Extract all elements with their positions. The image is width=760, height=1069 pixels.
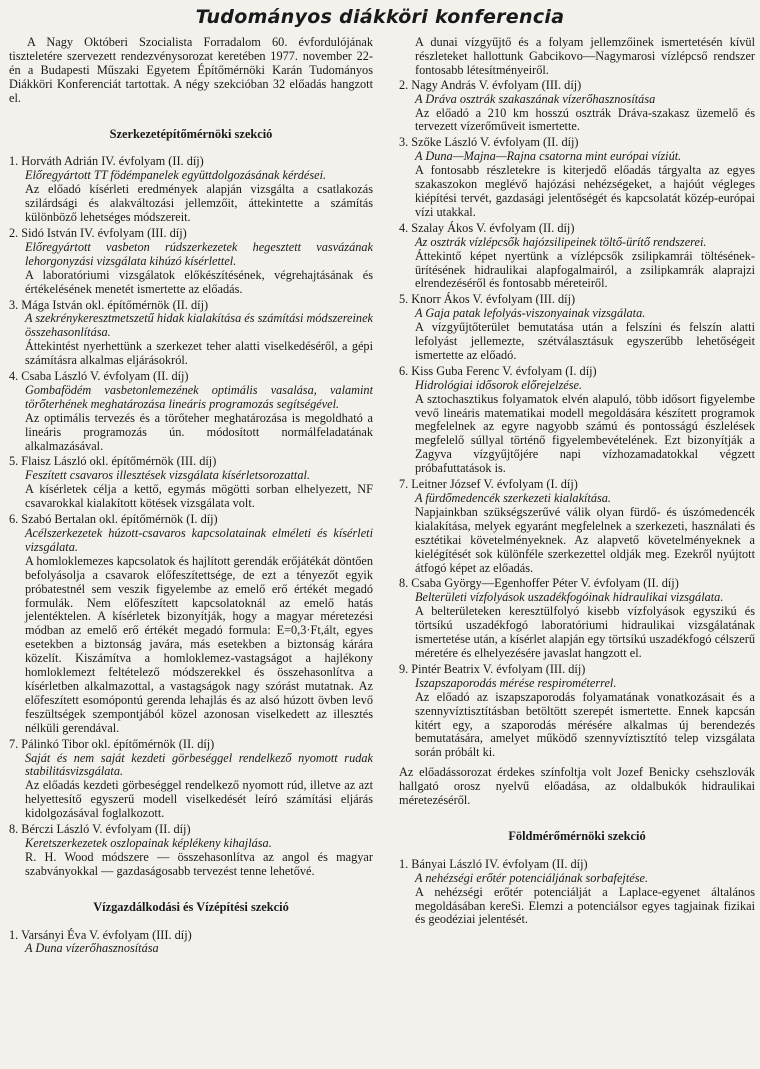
entry <box>9 929 373 957</box>
entry <box>9 155 373 225</box>
entry-body: Áttekintő képet nyertünk a vízlépcsők zsilipkamrái töltésének-ürítésének hidraulikai alapfogalmairól, a zsilipkamrák alaprajzi elrendezéséről és fontosabb méreteiről. <box>415 248 755 291</box>
entry-head: 3. Szőke László V. évfolyam (II. díj) <box>399 135 579 150</box>
entry-body: Napjainkban szükségszerűvé válik olyan fürdő- és úszómedencék kialakítása, melyek egyaránt megfelelnek a szerkezeti, használati és esztétikai követelményeknek. Az alapvető követelményeknek a kielégítését sok különféle szerkezettel oldják meg. Ezekről nyújtott átfogó képet az előadás. <box>415 504 755 575</box>
entry <box>9 455 373 511</box>
entry <box>399 293 755 363</box>
right-column <box>399 36 755 929</box>
entry-body: A sztochasztikus folyamatok elvén alapuló, több idősort figyelembe vevő lineáris matematikai modell megoldására készített programok megfelelnek az egyre nagyobb számú és pontosságú észlelések megfelelő súllyal történő figyelembevételének. Ezt bizonyítják a Zagyva vízgyűjtőjére napi vízhozamadatokkal végzett próbafuttatások is. <box>415 391 755 476</box>
entry-head: 1. Horváth Adrián IV. évfolyam (II. díj) <box>9 154 204 169</box>
entry-subtitle: Belterületi vízfolyások uszadékfogóinak hidraulikai vizsgálata. <box>415 590 724 605</box>
section-title: Szerkezetépítőmérnöki szekció <box>109 126 273 141</box>
entry <box>399 577 755 660</box>
entry-subtitle: A Dráva osztrák szakaszának vízerőhasznosítása <box>415 91 656 106</box>
entry <box>399 222 755 292</box>
entry-head: 7. Leitner József V. évfolyam (I. díj) <box>399 477 578 492</box>
entry-head: 1. Varsányi Éva V. évfolyam (III. díj) <box>9 927 192 942</box>
entry-body: A nehézségi erőtér potenciálját a Laplace-egyenet általános megoldásában kereSi. Elemzi a potenciálsor egyes tagjainak fizikai és geodéziai jelentését. <box>415 884 755 927</box>
section-title: Vízgazdálkodási és Vízépítési szekció <box>93 899 289 914</box>
entry-body: A homloklemezes kapcsolatok és hajlított gerendák erőjátékát döntően befolyásolja a csavarok előfeszítettsége, de ezt a tényezőt egyik próbatestnél sem veszik figyelembe az emelő erő értékét megadó formulák. Nem előfeszített kapcsolatoknál az emelő hatás jelentéktelen. A kísérletek bizonyítják, hogy a magyar méretezési módban az emelő erő értékét megadó formula: E=0,3·Ft,ált, egyes esetekben a biztonság javára, más esetekben a biztonság kárára közelít. Kiszámítva a homloklemez-vastagságot a hajlékony homloklemezt feltételező módszerekkel és összehasonlítva a kísérletben alkalmazottal, a vastagságok nagy szórást mutatnak. Az előfeszített esomópontú gerenda lehajlás és az alsó húzott övben levő feszültségek szempontjából közel azonosan viselkedett az illesztés nélküli gerendával. <box>25 553 373 735</box>
entry-body: A belterületeken keresztülfolyó kisebb vízfolyások egyszikú és törtsíkú uszadékfogó laboratóriumi hidraulikai vizsgálatának ismertetése után, a kísérlet alapján egy törtsíkú uszadékfogó célszerű méretére és elhelyezésére javaslat hangzott el. <box>415 604 755 660</box>
entry-body: A laboratóriumi vizsgálatok előkészítésének, végrehajtásának és értékelésének menetét ismertette az előadás. <box>25 267 373 296</box>
entry-body: Az előadó a 210 km hosszú osztrák Dráva-szakasz üzemelő és tervezett vízerőműveit ismertette. <box>415 105 755 134</box>
entry-subtitle: A fürdőmedencék szerkezeti kialakítása. <box>415 491 612 505</box>
entry-body: Áttekintést nyerhettünk a szerkezet teher alatti viselkedéséről, a gépi számításra alkalmas eljárásokról. <box>25 339 373 368</box>
entry-subtitle: Saját és nem saját kezdeti görbeséggel rendelkező nyomott rudak stabilitásvizsgálata. <box>25 750 373 779</box>
entry-subtitle: A nehézségi erőtér potenciáljának sorbafejtése. <box>415 870 649 885</box>
entry <box>9 370 373 453</box>
entry-head: 4. Csaba László V. évfolyam (II. díj) <box>9 369 189 384</box>
entry-head: 9. Pintér Beatrix V. évfolyam (III. díj) <box>399 661 586 676</box>
entry-body: Az optimális tervezés és a törőteher meghatározása is megoldható a lineáris programozás ún. módosított normálfeladatának alkalmazásával. <box>25 410 373 453</box>
entry-body: Az előadó kísérleti eredmények alapján vizsgálta a csatlakozás szilárdsági és alakváltozási jellemzőit, áttekintette a számítás különböző lehetséges módszereit. <box>25 182 373 225</box>
entry <box>399 79 755 135</box>
entry-head: 6. Kiss Guba Ferenc V. évfolyam (I. díj) <box>399 363 597 378</box>
entry-subtitle: A Duna vízerőhasznosítása <box>25 941 159 956</box>
entry-head: 8. Csaba György—Egenhoffer Péter V. évfolyam (II. díj) <box>399 576 679 591</box>
entry <box>9 738 373 821</box>
entry-head: 1. Bányai László IV. évfolyam (II. díj) <box>399 856 588 871</box>
entry-subtitle: Gombafödém vasbetonlemezének optimális vasalása, valamint törőterhének meghatározása lineáris programozás segítségével. <box>25 382 373 411</box>
entry-head: 2. Sidó István IV. évfolyam (III. díj) <box>9 225 187 240</box>
entry-subtitle: Feszített csavaros illesztések vizsgálata kísérletsorozattal. <box>25 468 310 483</box>
section-title: Földmérőmérnöki szekció <box>508 828 646 843</box>
entry <box>9 227 373 297</box>
entry <box>399 663 755 760</box>
entry-subtitle: A Gaja patak lefolyás-viszonyainak vizsgálata. <box>415 306 646 321</box>
entry-body: A kísérletek célja a kettő, egymás mögötti sorban elhelyezett, NF csavarokkal kialakított kötések vizsgálata volt. <box>25 482 373 511</box>
entry-body: A fontosabb részletekre is kiterjedő előadás tárgyalta az egyes szakaszokon meglévő hajózási nehézségeket, a hajóút végleges kiépítési tervét, gazdasági jelentőségét és kapcsolatát közép-európai vízi utakkal. <box>415 163 755 219</box>
entry-head: 8. Bérczi László V. évfolyam (II. díj) <box>9 822 191 837</box>
entry-subtitle: Acélszerkezetek húzott-csavaros kapcsolatainak elméleti és kísérleti vizsgálata. <box>25 526 373 554</box>
page-title: Tudományos diákköri konferencia <box>195 6 565 28</box>
entry-head: 4. Szalay Ákos V. évfolyam (II. díj) <box>399 220 575 235</box>
entry-subtitle: Iszapszaporodás mérése respirométerrel. <box>415 675 617 690</box>
entry-head: 5. Flaisz László okl. építőmérnök (III. díj) <box>9 454 217 469</box>
entry-body: Az előadó az iszapszaporodás folyamatának vonatkozásait és a szennyvíztisztításban betöltött szerepét ismertette. Ennek kapcsán kitért egy, a szaporodás mérésére alkalmas új berendezés bemutatására, amelyet működő szennyvíztisztító telep vizsgálata során próbált ki. <box>415 689 755 760</box>
entry <box>399 858 755 928</box>
section-note: Az előadássorozat érdekes színfoltja volt Jozef Benicky csehszlovák hallgató orosz nyelvű előadása, az oldalbukók hidraulikai méretezéséről. <box>399 765 755 808</box>
entry-head: 7. Pálinkó Tibor okl. építőmérnök (II. díj) <box>9 736 215 751</box>
entry <box>399 365 755 476</box>
entry <box>9 513 373 736</box>
entry <box>9 299 373 369</box>
entry <box>9 823 373 879</box>
entry-head: 6. Szabó Bertalan okl. építőmérnök (I. díj) <box>9 512 218 527</box>
left-column <box>9 36 373 958</box>
entry-subtitle: A szekrénykeresztmetszetű hidak kialakítása és számítási módszereinek összehasonlítása. <box>25 311 373 340</box>
entry-head: 3. Mága István okl. építőmérnök (II. díj) <box>9 297 209 312</box>
entry-subtitle: Keretszerkezetek oszlopainak képlékeny kihajlása. <box>25 835 272 850</box>
intro-paragraph: A Nagy Októberi Szocialista Forradalom 60. évfordulójának tiszteletére szervezett rendezvénysorozat keretében 1977. november 22-én a Budapesti Műszaki Egyetem Építőmérnöki Karán Tudományos Diákköri Konferenciát tartottak. A négy szekcióban 32 előadás hangzott el. <box>9 35 373 105</box>
entry-subtitle: Előregyártott TT födémpanelek együttdolgozásának kérdései. <box>25 168 327 183</box>
entry-body: A vízgyűjtőterület bemutatása után a felszíni és felszín alatti lefolyást jellemezte, szétválasztásuk egyszerűbb lehetőségeit ismertette az előadó. <box>415 320 755 362</box>
entry-subtitle: Az osztrák vízlépcsők hajózsilipeinek töltő-ürítő rendszerei. <box>415 234 707 249</box>
entry-head: 2. Nagy András V. évfolyam (III. díj) <box>399 77 582 92</box>
entry-body: R. H. Wood módszere — összehasonlítva az angol és magyar szabványokkal — gazdaságosabb tervezést tenne lehetővé. <box>25 849 373 878</box>
entry-body: Az előadás kezdeti görbeséggel rendelkező nyomott rúd, illetve az azt helyettesítő egyszerű modell viselkedését leíró számítási eljárás kidolgozásával foglalkozott. <box>25 778 373 821</box>
entry <box>399 478 755 575</box>
entry-subtitle: Hidrológiai idősorok előrejelzése. <box>415 377 583 392</box>
entry <box>399 136 755 219</box>
entry-subtitle: Előregyártott vasbeton rúdszerkezetek hegesztett vasvázának lehorgonyzási vizsgálata kihúzó kísérlettel. <box>25 239 373 268</box>
entry-head: 5. Knorr Ákos V. évfolyam (III. díj) <box>399 292 576 307</box>
entry-subtitle: A Duna—Majna—Rajna csatorna mint európai víziút. <box>415 149 682 164</box>
entry-body: A dunai vízgyűjtő és a folyam jellemzőinek ismertetésén kívül részleteket hallottunk Gabcikovo—Nagymarosi vízlépcső rendszer fontosabb létesítményeiről. <box>415 35 755 77</box>
